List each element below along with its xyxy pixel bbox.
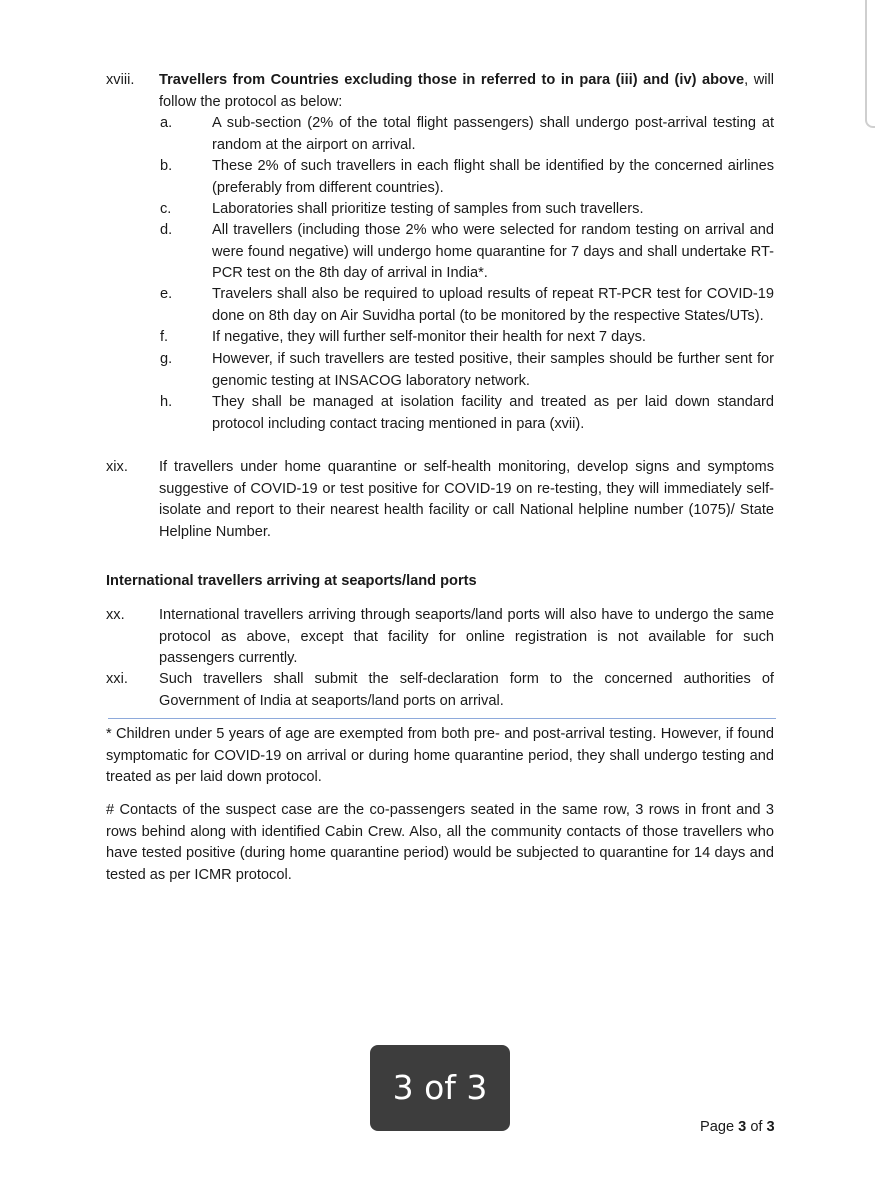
item-heading: Travellers from Countries excluding those in referred to in para (iii) and (iv) above — [159, 72, 745, 88]
page-number-prefix: Page — [700, 1119, 739, 1135]
page-number-total: 3 — [766, 1119, 775, 1135]
sub-item-label: g. — [160, 351, 173, 367]
item-text: Such travellers shall submit the self-declaration form to the concerned authorities of Government of India at seaports/land ports on arrival. — [159, 671, 774, 709]
sub-item-label: e. — [160, 286, 173, 302]
sub-item-label: h. — [160, 394, 173, 410]
scrollbar-indicator[interactable] — [865, 0, 875, 128]
sub-item-text: A sub-section (2% of the total flight passengers) shall undergo post-arrival testing at random at the airport on arrival. — [212, 115, 774, 153]
sub-item-text: Travelers shall also be required to upload results of repeat RT-PCR test for COVID-19 done on 8th day on Air Suvidha portal (to be monitored by the respective States/UTs). — [212, 286, 774, 324]
sub-item-text: However, if such travellers are tested positive, their samples should be further sent for genomic testing at INSACOG laboratory network. — [212, 351, 774, 389]
item-text: International travellers arriving through seaports/land ports will also have to undergo the same protocol as above, except that facility for online registration is not available for such passengers currently. — [159, 607, 774, 667]
footnote-children: * Children under 5 years of age are exempted from both pre- and post-arrival testing. However, if found symptomatic for COVID-19 on arrival or during home quarantine period, they shall undergo testing and treated as per laid down protocol. — [106, 726, 774, 786]
sub-item-text: These 2% of such travellers in each flight shall be identified by the concerned airlines (preferably from different countries). — [212, 158, 774, 196]
item-text: If travellers under home quarantine or self-health monitoring, develop signs and symptoms suggestive of COVID-19 or test positive for COVID-19 on re-testing, they will immediately self-isolate and report to their nearest health facility or call National helpline number (1075)/ State Helpline Number. — [159, 459, 774, 540]
sub-item-text: If negative, they will further self-monitor their health for next 7 days. — [212, 329, 646, 345]
footnote-contacts: # Contacts of the suspect case are the co-passengers seated in the same row, 3 rows in front and 3 rows behind along with identified Cabin Crew. Also, all the community contacts of those travellers who have tested positive (during home quarantine period) would be subjected to quarantine for 14 days and tested as per ICMR protocol. — [106, 802, 774, 883]
sub-item-text: All travellers (including those 2% who were selected for random testing on arrival and were found negative) will undergo home quarantine for 7 days and shall undertake RT-PCR test on the 8th day of arrival in India*. — [212, 222, 774, 282]
sub-item-label: b. — [160, 158, 173, 174]
item-number: xx. — [106, 607, 125, 623]
item-number: xix. — [106, 459, 128, 475]
item-number: xxi. — [106, 671, 128, 687]
page-number-current: 3 — [738, 1119, 747, 1135]
item-intro: , will follow the protocol as below: — [159, 72, 774, 110]
sub-item-label: c. — [160, 201, 172, 217]
section-heading: International travellers arriving at seaports/land ports — [106, 573, 477, 589]
footnote-divider — [108, 718, 776, 719]
page-number — [700, 1117, 775, 1138]
sub-item-label: d. — [160, 222, 173, 238]
sub-item-label: f. — [160, 329, 169, 345]
page-number-middle: of — [746, 1119, 767, 1135]
item-text — [159, 70, 774, 113]
item-number: xviii. — [106, 72, 135, 88]
sub-item-text: They shall be managed at isolation facility and treated as per laid down standard protocol including contact tracing mentioned in para (xvii). — [212, 394, 774, 432]
sub-item-label: a. — [160, 115, 173, 131]
sub-item-text: Laboratories shall prioritize testing of samples from such travellers. — [212, 201, 644, 217]
page-indicator-overlay: 3 of 3 — [370, 1045, 510, 1131]
